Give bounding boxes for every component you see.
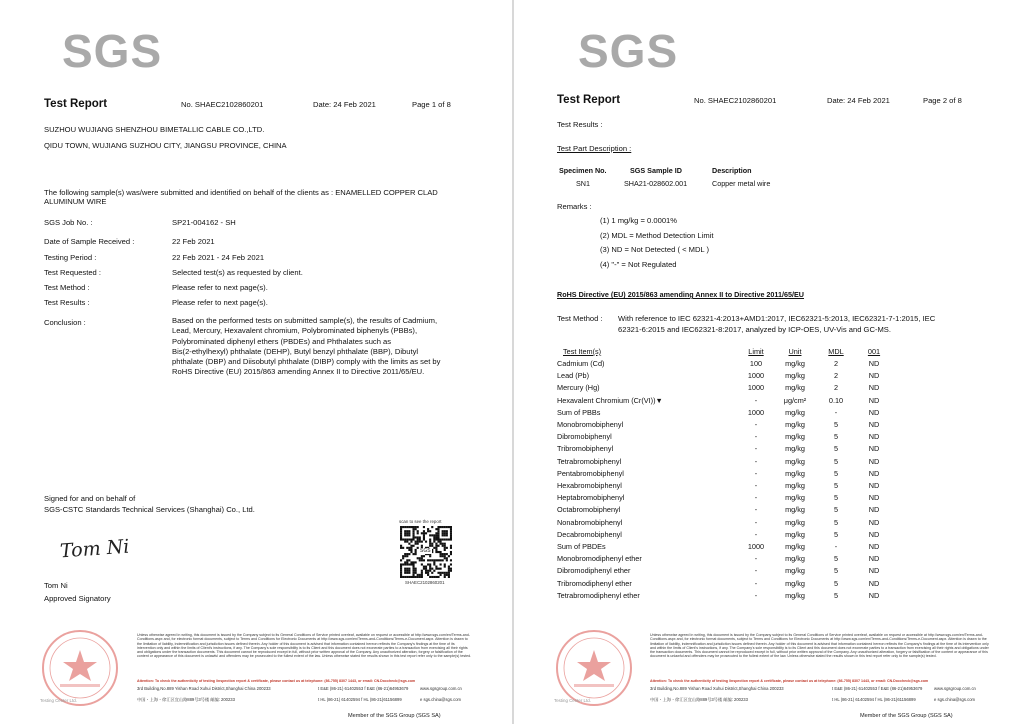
test-item: Tetrabromobiphenyl — [557, 456, 622, 466]
result-value: ND — [868, 554, 880, 564]
signed-line-2: SGS-CSTC Standards Technical Services (Shanghai) Co., Ltd. — [44, 505, 255, 514]
limit-value: - — [754, 578, 758, 588]
table-row — [557, 395, 892, 407]
conclusion-line: Lead, Mercury, Hexavalent chromium, Polybrominated biphenyls (PBBs), — [172, 326, 418, 336]
field-label: Test Method : — [44, 283, 90, 292]
table-row — [557, 517, 892, 529]
footer-attention: Attention: To check the authenticity of testing /inspection report & certificate, please contact us at telephone: (86-755) 8307 1443, or email: CN.Doccheck@sgs.com — [137, 679, 416, 683]
result-value: ND — [868, 432, 880, 442]
sgs-logo: SGS — [62, 25, 163, 77]
limit-value: 1000 — [747, 407, 765, 417]
unit-value: mg/kg — [785, 468, 805, 478]
limit-value: - — [754, 444, 758, 454]
result-value: ND — [868, 481, 880, 491]
mdl-value: 5 — [833, 444, 839, 454]
unit-value: mg/kg — [785, 420, 805, 430]
limit-value: - — [754, 566, 758, 576]
col-limit: Limit — [748, 347, 764, 356]
table-row — [557, 443, 892, 455]
test-method-label: Test Method : — [557, 314, 603, 323]
table-row — [557, 456, 892, 468]
test-item: Lead (Pb) — [557, 371, 590, 381]
sample-description: Copper metal wire — [712, 179, 771, 188]
table-row — [557, 578, 892, 590]
footer-tel-en: t E&E (86-21) 61402553 f E&E (86-21)64953679 — [318, 686, 409, 691]
report-page-2 — [514, 0, 1028, 724]
footer-disclaimer: Unless otherwise agreed in writing, this document is issued by the Company subject to its General Conditions of Service printed overleaf, available on request or accessible at http://www.sgs.com/en/Terms-and-Conditions.aspx and, for electronic format documents, subject to Terms and Conditions for Electronic Documents at http://www.sgs.com/en/Terms-and-Conditions/Terms-e-Document.aspx. Attention is drawn to the limitation of liability, indemnification and jurisdiction issues defined therein. Any holder of this document is advised that information contained hereon reflects the Company's findings at the time of its intervention only and within the limits of Client's instructions, if any. The Company's sole responsibility is to its Client and this document does not exonerate parties to a transaction from exercising all their rights and obligations under the transaction documents. This document cannot be reproduced except in full, without prior written approval of the Company. Any unauthorized alteration, forgery or falsification of the content or appearance of this document is unlawful and offenders may be prosecuted to the fullest extent of the law. Unless otherwise stated the results shown in this test report refer only to the sample(s) tested. — [137, 633, 472, 659]
result-value: ND — [868, 529, 880, 539]
mdl-value: 5 — [833, 468, 839, 478]
col-result-001: 001 — [867, 347, 881, 356]
report-number: No. SHAEC2102860201 — [181, 100, 264, 109]
page-number: Page 1 of 8 — [412, 100, 451, 109]
field-value: 22 Feb 2021 - 24 Feb 2021 — [172, 253, 265, 262]
mdl-value: 2 — [833, 383, 839, 393]
results-table — [557, 346, 892, 602]
sample-intro: The following sample(s) was/were submitted and identified on behalf of the clients as : ENAMELLED COPPER CLAD ALUMINUM WIRE — [44, 188, 438, 206]
report-date: Date: 24 Feb 2021 — [313, 100, 376, 109]
field-label: SGS Job No. : — [44, 218, 93, 227]
stamp-caption: Testing Center Ltd. — [554, 698, 591, 703]
unit-value: mg/kg — [785, 371, 805, 381]
report-page-1 — [0, 0, 512, 724]
footer-email[interactable]: e sgs.china@sgs.com — [934, 697, 976, 702]
footer-tel-en: t E&E (86-21) 61402553 f E&E (86-21)64953679 — [832, 686, 923, 691]
report-number: No. SHAEC2102860201 — [694, 96, 777, 105]
unit-value: mg/kg — [785, 481, 805, 491]
mdl-value: 5 — [833, 505, 839, 515]
test-item: Monobromodiphenyl ether — [557, 554, 642, 564]
mdl-value: 5 — [833, 420, 839, 430]
results-header-row — [557, 346, 892, 358]
test-item: Decabromobiphenyl — [557, 529, 622, 539]
limit-value: 1000 — [747, 542, 765, 552]
result-value: ND — [868, 444, 880, 454]
unit-value: μg/cm² — [783, 395, 807, 405]
footer-tel-cn: t HL (86-21) 61402594 f HL (86-21)61156899 — [318, 697, 402, 702]
signatory-name: Tom Ni — [44, 581, 68, 590]
footer-disclaimer: Unless otherwise agreed in writing, this document is issued by the Company subject to its General Conditions of Service printed overleaf, available on request or accessible at http://www.sgs.com/en/Terms-and-Conditions.aspx and, for electronic format documents, subject to Terms and Conditions for Electronic Documents at http://www.sgs.com/en/Terms-and-Conditions/Terms-e-Document.aspx. Attention is drawn to the limitation of liability, indemnification and jurisdiction issues defined therein. Any holder of this document is advised that information contained hereon reflects the Company's findings at the time of its intervention only and within the limits of Client's instructions, if any. The Company's sole responsibility is to its Client and this document does not exonerate parties to a transaction from exercising all their rights and obligations under the transaction documents. This document cannot be reproduced except in full, without prior written approval of the Company. Any unauthorized alteration, forgery or falsification of the content or appearance of this document is unlawful and offenders may be prosecuted to the fullest extent of the law. Unless otherwise stated the results shown in this test report refer only to the sample(s) tested. — [650, 633, 989, 659]
limit-value: - — [754, 493, 758, 503]
footer-web[interactable]: www.sgsgroup.com.cn — [934, 686, 976, 691]
result-value: ND — [868, 517, 880, 527]
result-value: ND — [868, 456, 880, 466]
conclusion-label: Conclusion : — [44, 318, 86, 327]
field-value: Selected test(s) as requested by client. — [172, 268, 303, 277]
field-value: SP21-004162 - SH — [172, 218, 236, 227]
result-value: ND — [868, 395, 880, 405]
test-item: Octabromobiphenyl — [557, 505, 621, 515]
table-row — [557, 590, 892, 602]
field-label: Date of Sample Received : — [44, 237, 135, 246]
test-item: Tribromodiphenyl ether — [557, 578, 632, 588]
footer-email[interactable]: e sgs.china@sgs.com — [420, 697, 462, 702]
mdl-value: 5 — [833, 517, 839, 527]
conclusion-text — [172, 316, 440, 378]
conclusion-line: phthalate (DBP) and Diisobutyl phthalate (DIBP) comply with the limits as set by — [172, 357, 441, 367]
test-item: Sum of PBDEs — [557, 542, 606, 552]
conclusion-line: Polybrominated diphenyl ethers (PBDEs) and Phthalates such as — [172, 336, 392, 346]
footer-web[interactable]: www.sgsgroup.com.cn — [420, 686, 462, 691]
footer-address-cn: 中国・上海・徐汇区宜山路889号3号楼 邮编: 200233 — [137, 697, 235, 702]
mdl-value: 5 — [833, 566, 839, 576]
conclusion-line: RoHS Directive (EU) 2015/863 amending Annex II to Directive 2011/65/EU. — [172, 367, 425, 377]
test-item: Heptabromobiphenyl — [557, 493, 625, 503]
report-date: Date: 24 Feb 2021 — [827, 96, 890, 105]
test-method-line-2: 62321-6:2015 and IEC62321-8:2017, analyzed by ICP-OES, UV-Vis and GC-MS. — [618, 325, 891, 334]
qr-caption-bottom: SHAEC2102860201 — [405, 580, 445, 585]
limit-value: - — [754, 468, 758, 478]
footer-address-en: 3rd Building,No.889 Yishan Road Xuhui District,Shanghai China 200233 — [650, 686, 784, 691]
field-value: Please refer to next page(s). — [172, 283, 268, 292]
specimen-no: SN1 — [576, 179, 590, 188]
unit-value: mg/kg — [785, 554, 805, 564]
qr-caption-top: scan to see the report — [399, 519, 442, 524]
limit-value: 1000 — [747, 383, 765, 393]
report-title: Test Report — [557, 94, 621, 106]
result-value: ND — [868, 468, 880, 478]
unit-value: mg/kg — [785, 493, 805, 503]
client-company: SUZHOU WUJIANG SHENZHOU BIMETALLIC CABLE CO.,LTD. — [44, 125, 265, 134]
test-item: Tetrabromodiphenyl ether — [557, 590, 640, 600]
test-item: Mercury (Hg) — [557, 383, 600, 393]
mdl-value: 5 — [833, 554, 839, 564]
field-value: Please refer to next page(s). — [172, 298, 268, 307]
footer-address-en: 3rd Building,No.889 Yishan Road Xuhui District,Shanghai China 200233 — [137, 686, 271, 691]
specimen-header: Specimen No. — [559, 166, 607, 175]
result-value: ND — [868, 493, 880, 503]
conclusion-line: Bis(2-ethylhexyl) phthalate (DEHP), Butyl benzyl phthalate (BBP), Dibutyl — [172, 346, 419, 356]
test-results-label: Test Results : — [557, 120, 603, 129]
mdl-value: 5 — [833, 493, 839, 503]
unit-value: mg/kg — [785, 542, 805, 552]
mdl-value: 0.10 — [828, 395, 844, 405]
footer-member: Member of the SGS Group (SGS SA) — [860, 713, 953, 719]
test-item: Sum of PBBs — [557, 407, 601, 417]
result-value: ND — [868, 542, 880, 552]
limit-value: - — [754, 554, 758, 564]
test-item: Nonabromobiphenyl — [557, 517, 623, 527]
result-value: ND — [868, 359, 880, 368]
table-row — [557, 407, 892, 419]
table-row — [557, 370, 892, 382]
limit-value: - — [754, 456, 758, 466]
field-value: 22 Feb 2021 — [172, 237, 215, 246]
remarks-list — [600, 214, 713, 273]
unit-value: mg/kg — [785, 529, 805, 539]
footer-member: Member of the SGS Group (SGS SA) — [348, 713, 441, 719]
remark-item: (3) ND = Not Detected ( < MDL ) — [600, 245, 710, 255]
table-row — [557, 541, 892, 553]
client-address: QIDU TOWN, WUJIANG SUZHOU CITY, JIANGSU PROVINCE, CHINA — [44, 141, 287, 150]
remark-item: (2) MDL = Method Detection Limit — [600, 230, 714, 240]
mdl-value: 2 — [833, 359, 839, 368]
sample-id-header: SGS Sample ID — [630, 166, 682, 175]
test-item: Pentabromobiphenyl — [557, 468, 624, 478]
table-row — [557, 419, 892, 431]
limit-value: - — [754, 420, 758, 430]
directive-title: RoHS Directive (EU) 2015/863 amending Annex II to Directive 2011/65/EU — [557, 290, 805, 299]
limit-value: - — [754, 432, 758, 442]
table-row — [557, 529, 892, 541]
result-value: ND — [868, 505, 880, 515]
signature: Tom Ni — [59, 535, 131, 563]
unit-value: mg/kg — [785, 444, 805, 454]
mdl-value: 5 — [833, 481, 839, 491]
limit-value: - — [754, 481, 758, 491]
table-row — [557, 468, 892, 480]
limit-value: - — [754, 517, 758, 527]
table-row — [557, 480, 892, 492]
limit-value: - — [754, 590, 758, 600]
signatory-title: Approved Signatory — [44, 594, 111, 603]
unit-value: mg/kg — [785, 517, 805, 527]
limit-value: - — [754, 529, 758, 539]
col-mdl: MDL — [828, 347, 844, 356]
mdl-value: 5 — [833, 432, 839, 442]
footer-attention: Attention: To check the authenticity of testing /inspection report & certificate, please contact us at telephone: (86-755) 8307 1443, or email: CN.Doccheck@sgs.com — [650, 679, 929, 683]
remark-item: (1) 1 mg/kg = 0.0001% — [600, 216, 678, 225]
mdl-value: 5 — [833, 529, 839, 539]
test-method-line-1: With reference to IEC 62321-4:2013+AMD1:2017, IEC62321-5:2013, IEC62321-7-1:2015, IEC — [618, 314, 936, 323]
test-item: Dibromodiphenyl ether — [557, 566, 631, 576]
table-row — [557, 492, 892, 504]
table-row — [557, 553, 892, 565]
mdl-value: 5 — [833, 590, 839, 600]
table-row — [557, 358, 892, 370]
unit-value: mg/kg — [785, 566, 805, 576]
test-item: Dibromobiphenyl — [557, 432, 612, 442]
col-test-item: Test Item(s) — [563, 347, 602, 356]
unit-value: mg/kg — [785, 590, 805, 600]
result-value: ND — [868, 383, 880, 393]
result-value: ND — [868, 371, 880, 381]
result-value: ND — [868, 590, 880, 600]
result-value: ND — [868, 566, 880, 576]
test-item: Tribromobiphenyl — [557, 444, 614, 454]
test-item: Monobromobiphenyl — [557, 420, 624, 430]
mdl-value: 5 — [833, 578, 839, 588]
unit-value: mg/kg — [785, 505, 805, 515]
unit-value: mg/kg — [785, 432, 805, 442]
sample-id: SHA21-028602.001 — [624, 179, 688, 188]
mdl-value: - — [834, 542, 838, 552]
sgs-logo: SGS — [578, 25, 679, 77]
col-unit: Unit — [788, 347, 802, 356]
limit-value: 1000 — [747, 371, 765, 381]
test-item: Cadmium (Cd) — [557, 359, 605, 368]
limit-value: 100 — [749, 359, 763, 368]
limit-value: - — [754, 505, 758, 515]
remarks-label: Remarks : — [557, 202, 592, 211]
table-row — [557, 382, 892, 394]
field-label: Testing Period : — [44, 253, 97, 262]
test-item: Hexavalent Chromium (Cr(VI))▼ — [557, 395, 663, 405]
field-label: Test Results : — [44, 298, 90, 307]
table-row — [557, 504, 892, 516]
mdl-value: - — [834, 407, 838, 417]
result-value: ND — [868, 420, 880, 430]
unit-value: mg/kg — [785, 578, 805, 588]
report-title: Test Report — [44, 98, 108, 110]
table-row — [557, 565, 892, 577]
qr-center-logo: SGS — [420, 548, 431, 554]
unit-value: mg/kg — [785, 456, 805, 466]
conclusion-line: Based on the performed tests on submitted sample(s), the results of Cadmium, — [172, 316, 438, 325]
description-header: Description — [712, 166, 752, 175]
qr-code[interactable] — [400, 526, 452, 578]
unit-value: mg/kg — [785, 407, 805, 417]
test-item: Hexabromobiphenyl — [557, 481, 622, 491]
page-number: Page 2 of 8 — [923, 96, 962, 105]
test-part-label: Test Part Description : — [557, 144, 632, 153]
field-label: Test Requested : — [44, 268, 101, 277]
unit-value: mg/kg — [785, 383, 805, 393]
footer-address-cn: 中国・上海・徐汇区宜山路889号3号楼 邮编: 200233 — [650, 697, 748, 702]
unit-value: mg/kg — [785, 359, 805, 368]
mdl-value: 2 — [833, 371, 839, 381]
signed-line-1: Signed for and on behalf of — [44, 494, 136, 503]
limit-value: - — [754, 395, 758, 405]
remark-item: (4) "-" = Not Regulated — [600, 260, 677, 270]
footer-tel-cn: t HL (86-21) 61402594 f HL (86-21)61156899 — [832, 697, 916, 702]
result-value: ND — [868, 578, 880, 588]
stamp-caption: Testing Center Ltd. — [40, 698, 77, 703]
table-row — [557, 431, 892, 443]
result-value: ND — [868, 407, 880, 417]
mdl-value: 5 — [833, 456, 839, 466]
